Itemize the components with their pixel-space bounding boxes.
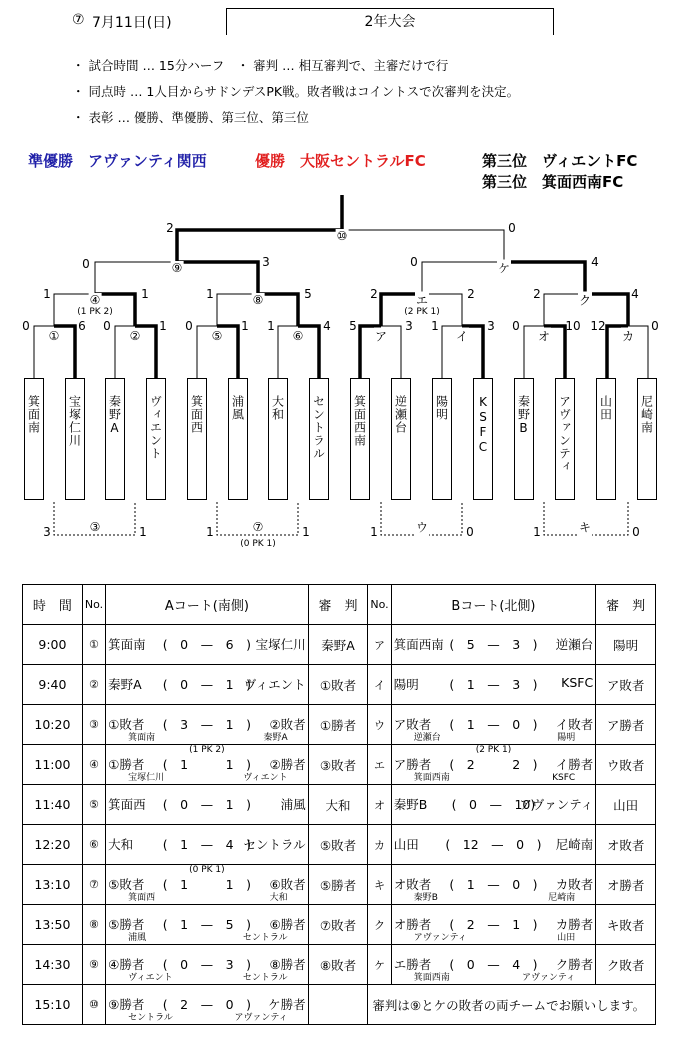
ref-a: ⑤敗者 [308, 825, 368, 865]
match-no: ④ [82, 745, 105, 785]
team-box: セントラル [309, 378, 329, 500]
match-cell [392, 625, 596, 664]
header-no: No. [82, 585, 105, 625]
table-row [23, 985, 656, 1025]
match-score: ( 0 — 4 ) [449, 957, 538, 972]
score: 0 [651, 319, 659, 333]
score: 0 [512, 319, 520, 333]
table-row [23, 665, 656, 705]
pk-note: (0 PK 1) [189, 865, 225, 875]
team-box: 大和 [268, 378, 288, 500]
team-box: 陽明 [432, 378, 452, 500]
ref-b: オ敗者 [596, 825, 656, 865]
ref-a: 大和 [308, 785, 368, 825]
time-cell: 11:40 [23, 785, 83, 825]
team-left-sub: アヴァンティ [413, 933, 467, 943]
team-right: ケ勝者 [268, 997, 306, 1012]
match-no: ⑥ [82, 825, 105, 865]
match-cell [106, 985, 308, 1024]
team-box: KSFC [473, 378, 493, 500]
match-cell [106, 945, 308, 984]
team-left: ⑤勝者 [108, 917, 145, 932]
time-cell: 13:10 [23, 865, 83, 905]
match-no: ⑩ [82, 985, 105, 1025]
court-a-cell [106, 785, 309, 825]
score: 0 [185, 319, 193, 333]
match-marker: ウ [415, 520, 429, 535]
court-a-cell [106, 665, 309, 705]
team-left: エ勝者 [393, 957, 432, 972]
third-place-2: 第三位 箕面西南FC [482, 173, 624, 191]
header-court-b: Bコート(北側) [391, 585, 596, 625]
ref-a: ①勝者 [308, 705, 368, 745]
match-marker: ⑦ [252, 520, 264, 534]
match-cell [106, 785, 308, 824]
match-no: ⑨ [82, 945, 105, 985]
score: 1 [370, 525, 378, 539]
table-row [23, 785, 656, 825]
team-left-sub: 秦野B [413, 893, 438, 903]
team-left: 秦野B [393, 797, 428, 812]
score: 2 [467, 287, 475, 301]
match-no: ① [82, 625, 105, 665]
match-marker: エ [415, 293, 429, 308]
match-no: ウ [368, 705, 391, 745]
table-row [23, 705, 656, 745]
team-box: 箕面西南 [350, 378, 370, 500]
match-cell [392, 785, 596, 824]
match-marker: ③ [89, 520, 101, 534]
team-left: 箕面南 [108, 637, 146, 652]
team-right: カ敗者 [555, 877, 594, 892]
ref-a: ⑧敗者 [308, 945, 368, 985]
team-left: ④勝者 [108, 957, 145, 972]
match-score: ( 1 1 ) [162, 877, 251, 892]
ref-b: 山田 [596, 785, 656, 825]
team-left: ⑤敗者 [108, 877, 145, 892]
court-b-cell [391, 785, 596, 825]
table-row [23, 945, 656, 985]
match-cell [392, 865, 596, 904]
team-right-sub: セントラル [242, 933, 288, 943]
pk-note: (1 PK 2) [77, 307, 113, 317]
court-b-cell [391, 705, 596, 745]
match-no: ⑧ [82, 905, 105, 945]
match-score: ( 12 — 0 ) [445, 837, 542, 852]
match-marker: キ [578, 520, 592, 535]
header-ref-a: 審 判 [308, 585, 368, 625]
team-left-sub: 箕面西南 [413, 973, 450, 983]
team-left: ア敗者 [393, 717, 432, 732]
team-right: カ勝者 [555, 917, 594, 932]
match-score: ( 1 — 5 ) [162, 917, 251, 932]
match-no: カ [368, 825, 391, 865]
table-row [23, 905, 656, 945]
match-score: ( 2 — 1 ) [449, 917, 538, 932]
score: 1 [206, 525, 214, 539]
court-a-cell [106, 625, 309, 665]
match-marker: カ [621, 329, 635, 344]
match-no: ⑦ [82, 865, 105, 905]
score: 3 [487, 319, 495, 333]
team-left: 秦野A [108, 677, 142, 692]
match-score: ( 1 — 3 ) [449, 677, 538, 692]
team-left: 大和 [108, 837, 134, 852]
score: 1 [206, 287, 214, 301]
pk-note: (2 PK 1) [475, 745, 512, 755]
ref-a: ⑦敗者 [308, 905, 368, 945]
match-marker: ⑥ [292, 329, 304, 343]
match-cell [106, 865, 308, 904]
team-right-sub: 大和 [269, 893, 288, 903]
score: 5 [304, 287, 312, 301]
ref-a: ③敗者 [308, 745, 368, 785]
time-cell: 14:30 [23, 945, 83, 985]
third-place-1: 第三位 ヴィエントFC [482, 152, 638, 170]
match-score: ( 0 — 3 ) [162, 957, 251, 972]
team-right-sub: セントラル [242, 973, 288, 983]
match-no: ⑤ [82, 785, 105, 825]
ref-b: キ敗者 [596, 905, 656, 945]
team-box: 山田 [596, 378, 616, 500]
team-left: ①敗者 [108, 717, 145, 732]
pk-note: (0 PK 1) [240, 539, 276, 549]
score: 2 [370, 287, 378, 301]
score: 3 [43, 525, 51, 539]
winner-label: 優勝 大阪セントラルFC [255, 152, 426, 170]
ref-b: ア勝者 [596, 705, 656, 745]
court-a-cell [106, 945, 309, 985]
team-left-sub: 箕面西 [128, 893, 156, 903]
team-right: ⑥勝者 [269, 917, 306, 932]
team-right: 尼崎南 [555, 837, 594, 852]
match-no: イ [368, 665, 391, 705]
team-right: 逆瀬台 [555, 637, 594, 652]
team-right-sub: ヴィエント [243, 773, 288, 783]
team-right: ②勝者 [269, 757, 306, 772]
team-left: ①勝者 [108, 757, 145, 772]
team-left: 山田 [393, 837, 419, 852]
court-b-cell [391, 665, 596, 705]
table-row [23, 745, 656, 785]
team-box: アヴァンティ [555, 378, 575, 500]
match-score: ( 0 — 10) [451, 797, 536, 812]
match-cell [392, 905, 596, 944]
team-right-sub: 秦野A [263, 733, 288, 743]
team-box: ヴィエント [146, 378, 166, 500]
team-right: ヴィエント [243, 677, 306, 692]
match-marker: オ [537, 329, 551, 344]
team-right: ②敗者 [269, 717, 306, 732]
table-row [23, 865, 656, 905]
team-right-sub: 山田 [557, 933, 576, 943]
header-title: 2年大会 [364, 14, 416, 30]
team-right-sub: 陽明 [557, 733, 576, 743]
match-score: ( 0 — 1 ) [162, 677, 251, 692]
match-cell [392, 945, 596, 984]
match-marker: ⑧ [252, 293, 264, 307]
team-box: 箕面南 [24, 378, 44, 500]
match-score: ( 1 1 ) [162, 757, 251, 772]
match-cell [392, 825, 596, 864]
score: 1 [139, 525, 147, 539]
team-left: ⑨勝者 [108, 997, 145, 1012]
team-right: ク勝者 [555, 957, 594, 972]
match-no: ケ [368, 945, 391, 985]
match-marker: ⑩ [336, 229, 348, 243]
match-cell [392, 745, 596, 784]
match-no: キ [368, 865, 391, 905]
match-marker: ④ [89, 293, 101, 307]
court-a-cell [106, 905, 309, 945]
match-no: ③ [82, 705, 105, 745]
score: 3 [262, 255, 270, 269]
score: 12 [590, 319, 606, 333]
score: 1 [241, 319, 249, 333]
score: 10 [565, 319, 581, 333]
court-b-cell [391, 825, 596, 865]
match-cell [106, 705, 308, 744]
team-right: アヴァンティ [519, 797, 594, 812]
match-score: ( 0 — 1 ) [162, 797, 251, 812]
ref-b: ウ敗者 [596, 745, 656, 785]
runner-up-label: 準優勝 アヴァンティ関西 [28, 152, 207, 170]
header-court-a: Aコート(南側) [106, 585, 309, 625]
team-right: イ敗者 [555, 717, 594, 732]
pk-note: (2 PK 1) [404, 307, 440, 317]
score: 2 [533, 287, 541, 301]
team-right: 宝塚仁川 [255, 637, 306, 652]
table-row [23, 625, 656, 665]
ref-b: ア敗者 [596, 665, 656, 705]
match-score: ( 1 — 4 ) [162, 837, 251, 852]
court-a-cell [106, 825, 309, 865]
time-cell: 15:10 [23, 985, 83, 1025]
team-box: 宝塚仁川 [65, 378, 85, 500]
score: 4 [323, 319, 331, 333]
ref-b: オ勝者 [596, 865, 656, 905]
team-box: 逆瀬台 [391, 378, 411, 500]
score: 0 [410, 255, 418, 269]
team-right-sub: アヴァンティ [234, 1013, 288, 1023]
header-date: 7月11日(日) [92, 15, 172, 31]
team-box: 箕面西 [187, 378, 207, 500]
final-note: 審判は⑨とケの敗者の両チームでお願いします。 [368, 985, 656, 1025]
score: 4 [631, 287, 639, 301]
pk-note: (1 PK 2) [189, 745, 225, 755]
court-a-cell [106, 705, 309, 745]
header-ref-b: 審 判 [596, 585, 656, 625]
schedule-table [22, 584, 656, 1025]
team-right: ⑥敗者 [269, 877, 306, 892]
score: 0 [103, 319, 111, 333]
match-score: ( 1 — 0 ) [449, 877, 538, 892]
header-no: No. [368, 585, 391, 625]
score: 1 [302, 525, 310, 539]
team-box: 秦野A [105, 378, 125, 500]
court-b-cell [391, 625, 596, 665]
score: 1 [431, 319, 439, 333]
team-left-sub: 宝塚仁川 [128, 773, 165, 783]
team-left-sub: 逆瀬台 [413, 733, 441, 743]
match-marker: ① [48, 329, 60, 343]
match-cell [106, 665, 308, 704]
match-score: ( 2 — 0 ) [162, 997, 251, 1012]
team-right: 浦風 [280, 797, 306, 812]
match-cell [106, 745, 308, 784]
score: 1 [43, 287, 51, 301]
team-left-sub: 箕面南 [128, 733, 156, 743]
match-marker: ⑤ [211, 329, 223, 343]
header-time: 時 間 [23, 585, 83, 625]
court-b-cell [391, 745, 596, 785]
score: 2 [166, 221, 174, 235]
match-no: ② [82, 665, 105, 705]
team-left: ア勝者 [393, 757, 432, 772]
court-b-cell [391, 865, 596, 905]
team-right: ⑧勝者 [269, 957, 306, 972]
match-cell [392, 665, 596, 704]
score: 0 [466, 525, 474, 539]
score: 4 [591, 255, 599, 269]
team-right: イ勝者 [555, 757, 594, 772]
score: 0 [22, 319, 30, 333]
note-awards: ・ 表彰 … 優勝、準優勝、第三位、第三位 [72, 110, 309, 125]
team-left-sub: ヴィエント [128, 973, 173, 983]
match-score: ( 2 2 ) [449, 757, 538, 772]
score: 1 [159, 319, 167, 333]
ref-b: ク敗者 [596, 945, 656, 985]
team-left: 箕面西 [108, 797, 146, 812]
match-no: オ [368, 785, 391, 825]
team-right-sub: アヴァンティ [522, 973, 576, 983]
match-marker: ② [129, 329, 141, 343]
team-right-sub: 尼崎南 [548, 893, 576, 903]
team-box: 尼崎南 [637, 378, 657, 500]
match-marker: ⑨ [171, 261, 183, 275]
ref-b: 陽明 [596, 625, 656, 665]
score: 1 [141, 287, 149, 301]
ref-a: ⑤勝者 [308, 865, 368, 905]
match-score: ( 0 — 6 ) [162, 637, 251, 652]
time-cell: 10:20 [23, 705, 83, 745]
match-marker: ク [578, 293, 592, 308]
time-cell: 13:50 [23, 905, 83, 945]
match-cell [106, 905, 308, 944]
ref-a: ①敗者 [308, 665, 368, 705]
match-no: エ [368, 745, 391, 785]
team-left: オ勝者 [393, 917, 432, 932]
team-left-sub: セントラル [128, 1013, 173, 1023]
score: 0 [632, 525, 640, 539]
header-title-box [226, 8, 554, 35]
team-box: 秦野B [514, 378, 534, 500]
team-left: 箕面西南 [393, 637, 444, 652]
match-score: ( 1 — 0 ) [449, 717, 538, 732]
ref-a [308, 985, 368, 1025]
ref-a: 秦野A [308, 625, 368, 665]
match-score: ( 5 — 3 ) [449, 637, 538, 652]
match-score: ( 3 — 1 ) [162, 717, 251, 732]
court-a-cell [106, 985, 309, 1025]
match-marker: ア [374, 329, 388, 344]
note-rules: ・ 試合時間 … 15分ハーフ ・ 審判 … 相互審判で、主審だけで行 [72, 58, 449, 73]
team-left: オ敗者 [393, 877, 432, 892]
score: 1 [267, 319, 275, 333]
match-marker: ケ [497, 261, 511, 276]
time-cell: 11:00 [23, 745, 83, 785]
match-no: ク [368, 905, 391, 945]
match-cell [392, 705, 596, 744]
match-cell [106, 625, 308, 664]
court-b-cell [391, 905, 596, 945]
time-cell: 12:20 [23, 825, 83, 865]
match-marker: イ [455, 329, 469, 344]
score: 6 [78, 319, 86, 333]
team-left-sub: 箕面西南 [413, 773, 450, 783]
table-row [23, 825, 656, 865]
team-right: セントラル [243, 837, 306, 852]
team-right-sub: KSFC [552, 773, 576, 783]
team-right: KSFC [561, 675, 594, 690]
note-tie: ・ 同点時 … 1人目からサドンデスPK戦。敗者戦はコイントスで次審判を決定。 [72, 84, 520, 99]
court-a-cell [106, 865, 309, 905]
team-box: 浦風 [228, 378, 248, 500]
match-cell [106, 825, 308, 864]
court-a-cell [106, 745, 309, 785]
score: 0 [508, 221, 516, 235]
team-left-sub: 浦風 [128, 933, 147, 943]
score: 5 [349, 319, 357, 333]
match-no: ア [368, 625, 391, 665]
score: 3 [405, 319, 413, 333]
time-cell: 9:40 [23, 665, 83, 705]
time-cell: 9:00 [23, 625, 83, 665]
team-left: 陽明 [393, 677, 419, 692]
header-number: ⑦ [72, 12, 85, 28]
court-b-cell [391, 945, 596, 985]
score: 0 [82, 257, 90, 271]
score: 1 [533, 525, 541, 539]
